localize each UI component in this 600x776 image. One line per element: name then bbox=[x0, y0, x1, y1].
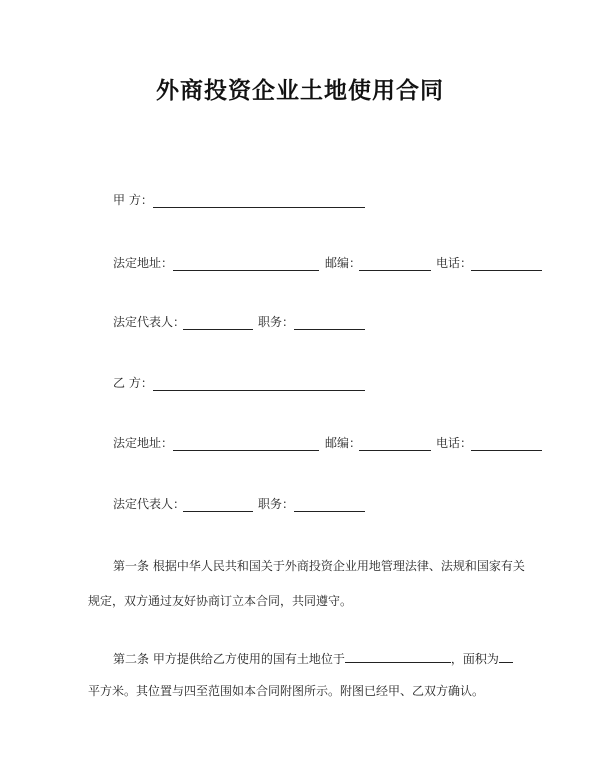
party-a-postcode-label: 邮编： bbox=[325, 256, 362, 270]
land-area-blank[interactable] bbox=[499, 650, 513, 663]
party-b-row bbox=[113, 374, 373, 392]
land-location-blank[interactable] bbox=[345, 650, 451, 663]
party-a-row bbox=[113, 191, 373, 209]
party-a-rep-row bbox=[113, 313, 373, 331]
article-2-text-a: 第二条 甲方提供给乙方使用的国有土地位于 bbox=[113, 652, 345, 666]
party-a-phone-label: 电话： bbox=[436, 256, 473, 270]
party-b-phone-blank[interactable] bbox=[471, 450, 542, 451]
party-a-address-label: 法定地址： bbox=[113, 256, 174, 270]
party-a-name-blank[interactable] bbox=[153, 207, 365, 208]
article-2-line-2: 平方米。其位置与四至范围如本合同附图所示。附图已经甲、乙双方确认。 bbox=[88, 684, 485, 698]
article-2-line-1 bbox=[113, 650, 523, 668]
page-title: 外商投资企业土地使用合同 bbox=[156, 78, 444, 104]
party-a-rep-label: 法定代表人： bbox=[113, 315, 186, 329]
party-b-name-blank[interactable] bbox=[153, 390, 365, 391]
party-b-address-row bbox=[113, 434, 553, 452]
article-2-text-b: ，面积为 bbox=[450, 652, 499, 666]
article-1-line-2: 规定，双方通过友好协商订立本合同，共同遵守。 bbox=[88, 594, 353, 608]
party-b-postcode-blank[interactable] bbox=[359, 450, 431, 451]
article-1-line-1: 第一条 根据中华人民共和国关于外商投资企业用地管理法律、法规和国家有关 bbox=[113, 559, 525, 573]
party-b-postcode-label: 邮编： bbox=[325, 436, 362, 450]
party-b-label: 乙 方： bbox=[113, 376, 153, 390]
party-a-phone-blank[interactable] bbox=[471, 270, 542, 271]
party-b-rep-row bbox=[113, 495, 373, 513]
party-b-position-blank[interactable] bbox=[294, 511, 365, 512]
party-a-rep-blank[interactable] bbox=[183, 329, 253, 330]
party-a-position-label: 职务： bbox=[258, 315, 295, 329]
party-b-position-label: 职务： bbox=[258, 497, 295, 511]
party-a-position-blank[interactable] bbox=[294, 329, 365, 330]
party-b-rep-label: 法定代表人： bbox=[113, 497, 186, 511]
party-a-postcode-blank[interactable] bbox=[359, 270, 431, 271]
party-a-address-blank[interactable] bbox=[173, 270, 319, 271]
party-b-address-blank[interactable] bbox=[173, 450, 319, 451]
party-a-label: 甲 方： bbox=[113, 193, 153, 207]
party-b-rep-blank[interactable] bbox=[183, 511, 253, 512]
party-b-address-label: 法定地址： bbox=[113, 436, 174, 450]
party-a-address-row bbox=[113, 254, 553, 272]
party-b-phone-label: 电话： bbox=[436, 436, 473, 450]
